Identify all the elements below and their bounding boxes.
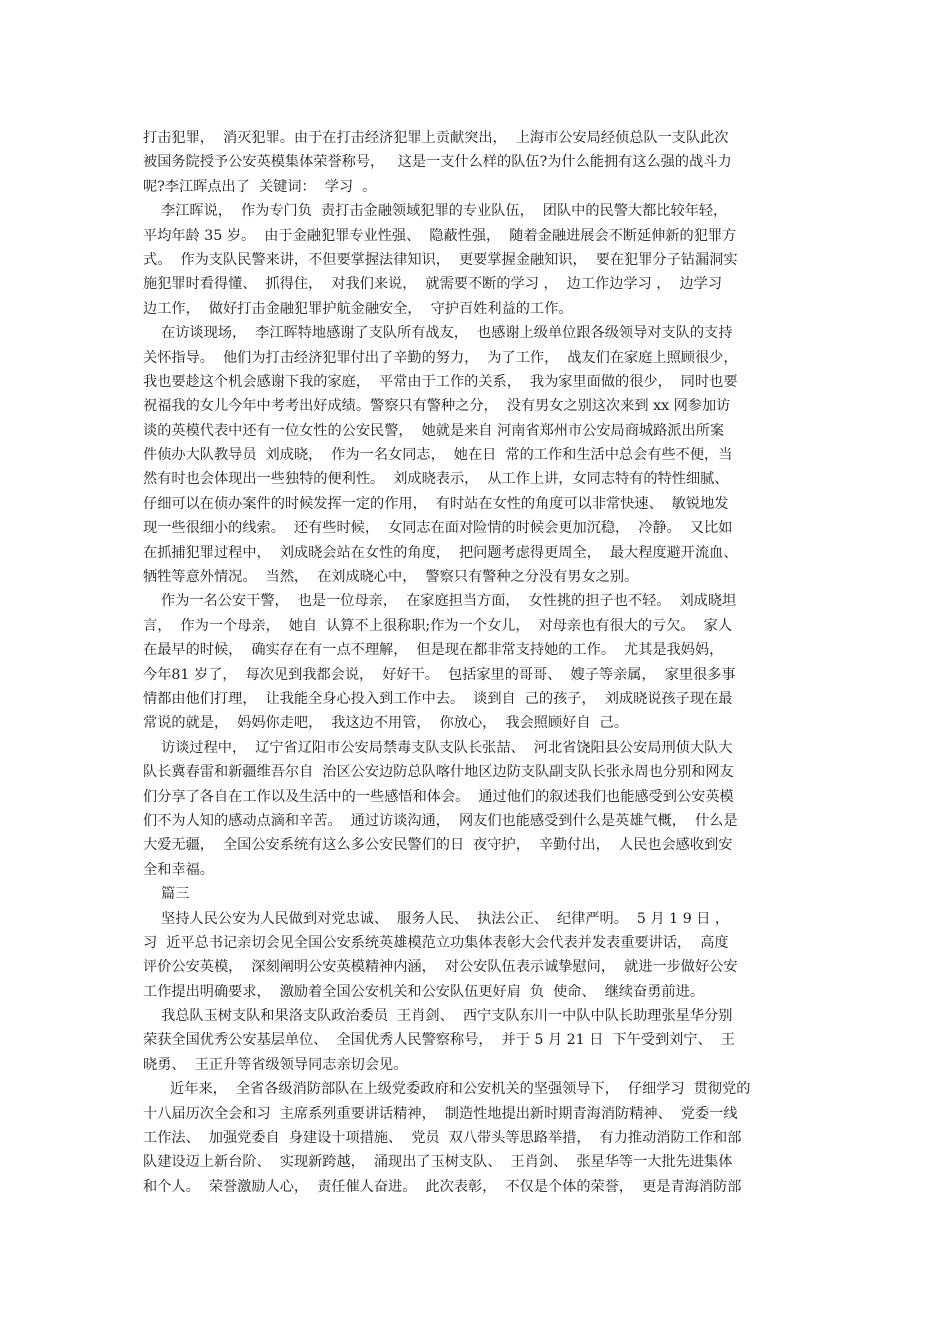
text-line: 评价公安英模， 深刻阐明公安英模精神内涵， 对公安队伍表示诚挚慰问， 就进一步做好公安 <box>143 959 738 976</box>
text-line: 在访谈现场， 李江晖特地感谢了支队所有战友， 也感谢上级单位跟各级领导对支队的支持 <box>143 325 733 342</box>
text-line: 近年来， 全省各级消防部队在上级党委政府和公安机关的坚强领导下， 仔细学习 贯彻党的 <box>143 1081 751 1098</box>
text-line: 言， 作为一个母亲， 她自 认算不上很称职;作为一个女儿， 对母亲也有很大的亏欠。 家人 <box>143 617 733 634</box>
text-line: 谈的英模代表中还有一位女性的公安民警， 她就是来自 河南省郑州市公安局商城路派出所案 <box>143 422 725 439</box>
document-body <box>143 126 809 1199</box>
text-line: 队建设迈上新台阶、 实现新跨越， 涌现出了玉树支队、 王肖剑、 张星华等一大批先进集体 <box>143 1154 733 1171</box>
text-line: 我总队玉树支队和果洛支队政治委员 王肖剑、 西宁支队东川一中队中队长助理张星华分别 <box>143 1008 733 1025</box>
text-line: 全和幸福。 <box>143 861 214 878</box>
text-line: 们分享了各自在工作以及生活中的一些感悟和体会。 通过他们的叙述我们也能感受到公安英模 <box>143 788 734 805</box>
text-line: 平均年龄 35 岁。 由于金融犯罪专业性强、 隐蔽性强， 随着金融进展会不断延伸新的犯罪方 <box>143 227 737 244</box>
text-line: 十八届历次全会和习 主席系列重要讲话精神， 制造性地提出新时期青海消防精神、 党委一线 <box>143 1105 738 1122</box>
text-line: 牺牲等意外情况。 当然， 在刘成晓心中， 警察只有警种之分没有男女之别。 <box>143 569 639 586</box>
text-line: 晓勇、 王正升等省级领导同志亲切会见。 <box>143 1056 408 1073</box>
text-line: 今年81 岁了， 每次见到我都会说， 好好干。 包括家里的哥哥、 嫂子等亲属， 家里很多事 <box>143 666 736 683</box>
text-line: 打击犯罪， 消灭犯罪。由于在打击经济犯罪上贡献突出， 上海市公安局经侦总队一支队此次 <box>143 130 729 146</box>
text-line: 习 近平总书记亲切会见全国公安系统英雄模范立功集体表彰大会代表并发表重要讲话， 高度 <box>143 934 729 951</box>
text-line: 呢?李江晖点出了 关键词： 学习 。 <box>143 178 377 195</box>
text-line: 和个人。 荣誉激励人心， 责任催人奋进。 此次表彰， 不仅是个体的荣誉， 更是青海消防部 <box>143 1178 742 1195</box>
text-line: 李江晖说， 作为专门负 责打击金融领域犯罪的专业队伍， 团队中的民警大都比较年轻， <box>143 203 728 220</box>
text-line: 坚持人民公安为人民做到对党忠诚、 服务人民、 执法公正、 纪律严明。 5 月 1 9 日 ， <box>143 910 730 927</box>
text-line: 情都由他们打理， 让我能全身心投入到工作中去。 谈到自 己的孩子， 刘成晓说孩子现在最 <box>143 690 733 707</box>
text-line: 仔细可以在侦办案件的时候发挥一定的作用， 有时站在女性的角度可以非常快速、 敏锐地发 <box>143 495 729 512</box>
text-line: 在抓捕犯罪过程中， 刘成晓会站在女性的角度， 把问题考虑得更周全， 最大程度避开流血、 <box>143 544 738 561</box>
text-line: 工作提出明确要求， 激励着全国公安机关和公安队伍更好肩 负 使命、 继续奋勇前进。 <box>143 983 705 1000</box>
text-line: 被国务院授予公安英模集体荣誉称号， 这是一支什么样的队伍?为什么能拥有这么强的战斗力 <box>143 154 732 171</box>
text-line: 在最早的时候， 确实存在有一点不理解， 但是现在都非常支持她的工作。 尤其是我妈妈， <box>143 642 724 659</box>
text-line: 们不为人知的感动点滴和辛苦。 通过访谈沟通， 网友们也能感受到什么是英雄气概， 什么是 <box>143 812 738 829</box>
text-line: 祝福我的女儿今年中考考出好成绩。警察只有警种之分， 没有男女之别这次来到 xx 网参加访 <box>143 398 731 415</box>
text-line: 关怀指导。 他们为打击经济犯罪付出了辛勤的努力， 为了工作， 战友们在家庭上照顾很少， <box>143 349 738 366</box>
text-line: 件侦办大队教导员 刘成晓， 作为一名女同志， 她在日 常的工作和生活中总会有些不便，当 <box>143 447 733 464</box>
text-line: 荣获全国优秀公安基层单位、 全国优秀人民警察称号， 并于 5 月 21 日 下午受到刘宁、 王 <box>143 1032 735 1049</box>
text-line: 常说的就是， 妈妈你走吧， 我这边不用管， 你放心， 我会照顾好自 己。 <box>143 715 628 732</box>
text-line: 边工作， 做好打击金融犯罪护航金融安全， 守护百姓利益的工作。 <box>143 300 573 317</box>
text-line: 施犯罪时看得懂、 抓得住， 对我们来说， 就需要不断的学习 ， 边工作边学习 ， 边学习 <box>143 276 723 293</box>
text-line: 工作法、 加强党委自 身建设十项措施、 党员 双八带头等思路举措， 有力推动消防工作和部 <box>143 1130 742 1147</box>
text-line: 作为一名公安干警， 也是一位母亲， 在家庭担当方面， 女性挑的担子也不轻。 刘成晓坦 <box>143 593 737 610</box>
text-line: 现一些很细小的线索。 还有些时候， 女同志在面对险情的时候会更加沉稳， 冷静。 又比如 <box>143 520 733 537</box>
text-line: 式。 作为支队民警来讲，不但要掌握法律知识， 更要掌握金融知识， 要在犯罪分子钻漏洞实 <box>143 251 738 268</box>
text-line: 队长冀春雷和新疆维吾尔自 治区公安边防总队喀什地区边防支队副支队长张永周也分别和网友 <box>143 764 734 781</box>
text-line: 然有时也会体现出一些独特的便利性。 刘成晓表示， 从工作上讲，女同志特有的特性细腻、 <box>143 471 729 488</box>
text-line: 我也要趁这个机会感谢下我的家庭， 平常由于工作的关系， 我为家里面做的很少， 同时也要 <box>143 373 738 390</box>
text-line: 大爱无疆， 全国公安系统有这么多公安民警们的日 夜守护， 辛勤付出， 人民也会感收到安 <box>143 837 733 854</box>
text-line: 访谈过程中， 辽宁省辽阳市公安局禁毒支队支队长张喆、 河北省饶阳县公安局刑侦大队大 <box>143 739 733 756</box>
section-heading: 篇三 <box>143 886 190 903</box>
